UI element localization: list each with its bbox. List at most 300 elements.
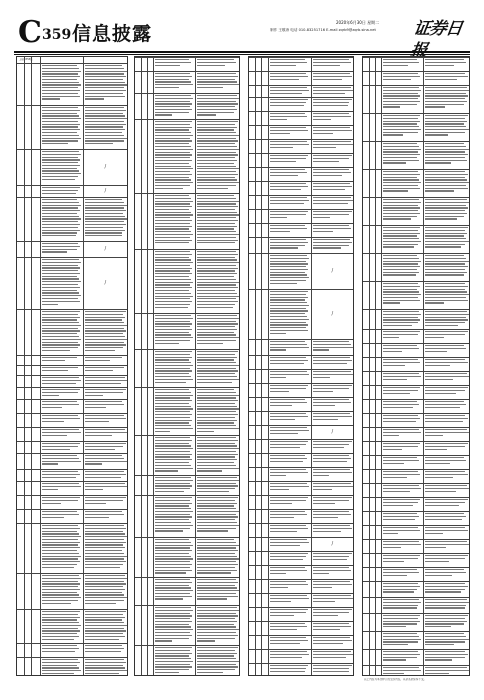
table-cell (313, 357, 354, 368)
table-cell (383, 471, 422, 482)
table-cell (383, 373, 422, 384)
table-cell (155, 195, 194, 248)
table-row (17, 453, 127, 454)
table-cell (383, 227, 422, 252)
row-index-mark: · (136, 58, 137, 61)
table-row (249, 355, 353, 356)
row-index-mark: · (364, 666, 365, 669)
row-index-mark: · (364, 344, 365, 347)
row-index-mark: · (136, 476, 137, 479)
row-index-mark: · (250, 524, 251, 527)
table-row (249, 579, 353, 580)
table-row (249, 453, 353, 454)
table-row (363, 469, 469, 470)
table-row (249, 181, 353, 182)
table-cell (155, 539, 194, 576)
table-cell (425, 541, 470, 552)
row-index-mark: · (18, 366, 19, 369)
row-index-mark: · (136, 606, 137, 609)
table-cell (383, 199, 422, 224)
row-index-mark: · (136, 496, 137, 499)
table-cell (383, 599, 422, 612)
table-cell (42, 471, 82, 480)
table-row (135, 249, 239, 250)
row-index-mark: · (250, 468, 251, 471)
table-row (17, 355, 127, 356)
table-row (17, 399, 127, 400)
table-row (17, 609, 127, 610)
row-index-mark: · (364, 614, 365, 617)
table-row (135, 57, 239, 58)
table-cell (383, 651, 422, 664)
table-cell (313, 581, 354, 592)
table-cell (270, 525, 310, 536)
row-index-mark: · (18, 442, 19, 445)
table-cell: / (104, 188, 107, 194)
table-row (249, 509, 353, 510)
table-row (135, 313, 239, 314)
table-cell (85, 497, 128, 508)
table-cell (425, 171, 470, 196)
column-top-label: 上接D358版 (19, 58, 33, 61)
row-index-mark: · (364, 114, 365, 117)
table-cell (85, 645, 128, 656)
table-row (249, 425, 353, 426)
table-cell (85, 389, 128, 398)
table-cell (313, 483, 354, 494)
row-index-mark: · (364, 310, 365, 313)
table-row (135, 93, 239, 94)
table-cell (270, 469, 310, 480)
table-cell (313, 455, 354, 466)
row-index-mark: · (18, 64, 19, 67)
table-cell (42, 401, 82, 412)
table-row (17, 63, 127, 64)
table-row (363, 581, 469, 582)
row-index-mark: · (364, 254, 365, 257)
table-cell (270, 357, 310, 368)
table-cell (383, 541, 422, 552)
table-cell (85, 575, 128, 608)
footer-note: 以上内容为本次修订的全部内容，其余条款保持不变。 (364, 678, 427, 681)
table-cell (42, 389, 82, 398)
row-index-mark: · (364, 58, 365, 61)
table-row (363, 413, 469, 414)
table-row (17, 469, 127, 470)
table-cell (270, 651, 310, 662)
table-row (17, 509, 127, 510)
row-index-mark: · (364, 330, 365, 333)
table-cell (42, 525, 82, 572)
table-cell (85, 525, 128, 572)
table-cell (270, 197, 310, 208)
row-index-mark: · (364, 512, 365, 515)
table-row (17, 185, 127, 186)
table-cell (197, 73, 240, 92)
table-row (363, 649, 469, 650)
table-row (17, 413, 127, 414)
row-index-mark: · (250, 290, 251, 293)
table-cell (270, 127, 310, 138)
row-index-mark: · (18, 310, 19, 313)
table-cell (383, 415, 422, 426)
table-cell (270, 169, 310, 180)
table-row (363, 71, 469, 72)
table-cell (313, 99, 354, 110)
table-row (135, 387, 239, 388)
row-index-mark: · (250, 140, 251, 143)
table-cell (425, 331, 470, 342)
table-cell (425, 115, 470, 140)
row-index-mark: · (364, 582, 365, 585)
column-1 (16, 56, 128, 676)
row-index-mark: · (364, 484, 365, 487)
table-cell (313, 469, 354, 480)
row-index-mark: · (364, 386, 365, 389)
row-index-mark: · (250, 594, 251, 597)
table-cell (42, 511, 82, 522)
table-row (249, 481, 353, 482)
row-index-mark: · (250, 224, 251, 227)
table-cell (425, 583, 470, 596)
table-cell: / (104, 246, 107, 252)
table-cell: / (104, 164, 107, 170)
table-cell (383, 171, 422, 196)
table-cell (313, 665, 354, 676)
table-row (135, 435, 239, 436)
row-index-mark: · (364, 142, 365, 145)
table-row (249, 253, 353, 254)
table-row (249, 621, 353, 622)
row-index-mark: · (18, 482, 19, 485)
row-index-mark: · (250, 182, 251, 185)
table-cell (270, 511, 310, 522)
table-cell (197, 59, 240, 70)
table-row (249, 523, 353, 524)
table-cell (42, 443, 82, 452)
table-cell (425, 615, 470, 630)
row-index-mark: · (250, 126, 251, 129)
table-row (135, 495, 239, 496)
row-index-mark: · (18, 242, 19, 245)
row-index-mark: · (250, 398, 251, 401)
table-cell (155, 251, 194, 312)
table-cell (383, 143, 422, 168)
table-cell (270, 73, 310, 84)
row-index-mark: · (364, 198, 365, 201)
table-row (135, 119, 239, 120)
table-cell (197, 121, 240, 192)
row-index-mark: · (364, 226, 365, 229)
row-index-mark: · (18, 644, 19, 647)
table-row (249, 439, 353, 440)
table-cell (383, 569, 422, 580)
table-cell (425, 227, 470, 252)
table-cell (270, 211, 310, 222)
table-cell (85, 401, 128, 412)
row-index-mark: · (136, 194, 137, 197)
table-cell (85, 311, 128, 354)
table-row (363, 141, 469, 142)
table-row (363, 631, 469, 632)
row-index-mark: · (364, 470, 365, 473)
table-row (17, 441, 127, 442)
row-index-mark: · (18, 414, 19, 417)
table-row (363, 497, 469, 498)
table-row (249, 57, 353, 58)
table-cell (383, 527, 422, 538)
table-cell (85, 483, 128, 494)
table-cell (85, 429, 128, 440)
table-cell (270, 455, 310, 466)
table-cell (313, 183, 354, 194)
table-cell (383, 633, 422, 648)
row-index-mark: · (250, 112, 251, 115)
row-index-mark: · (250, 664, 251, 667)
table-cell (85, 377, 128, 386)
row-index-mark: · (364, 428, 365, 431)
table-row (135, 645, 239, 646)
table-cell (42, 357, 82, 364)
row-index-mark: · (364, 540, 365, 543)
row-index-mark: · (250, 496, 251, 499)
table-cell (85, 357, 128, 364)
table-cell (425, 199, 470, 224)
table-cell (42, 243, 82, 256)
table-cell (383, 73, 422, 84)
row-index-mark: · (136, 72, 137, 75)
table-cell (270, 183, 310, 194)
table-cell (313, 197, 354, 208)
row-index-mark: · (250, 154, 251, 157)
table-row (17, 241, 127, 242)
table-cell (313, 567, 354, 578)
table-row (135, 71, 239, 72)
table-cell (270, 113, 310, 124)
row-index-mark: · (250, 196, 251, 199)
row-index-mark: · (364, 282, 365, 285)
table-cell (155, 579, 194, 604)
table-cell (42, 455, 82, 468)
table-row (249, 167, 353, 168)
table-cell (313, 225, 354, 236)
table-row (363, 483, 469, 484)
table-cell (425, 443, 470, 454)
row-index-mark: · (18, 524, 19, 527)
row-index-mark: · (250, 454, 251, 457)
table-cell (197, 251, 240, 312)
table-cell (155, 477, 194, 494)
table-row (249, 663, 353, 664)
row-index-mark: · (250, 356, 251, 359)
table-row (363, 399, 469, 400)
table-cell (197, 315, 240, 348)
table-cell (85, 415, 128, 426)
table-cell (383, 255, 422, 280)
row-index-mark: · (18, 496, 19, 499)
table-cell (155, 647, 194, 676)
row-index-mark: · (250, 622, 251, 625)
table-cell (270, 225, 310, 236)
table-cell (270, 581, 310, 592)
row-index-mark: · (18, 574, 19, 577)
table-cell (270, 255, 310, 288)
row-index-mark: · (364, 568, 365, 571)
table-row (249, 383, 353, 384)
table-cell (42, 659, 82, 676)
row-index-mark: · (18, 658, 19, 661)
row-index-mark: · (250, 168, 251, 171)
table-row (363, 343, 469, 344)
table-row (363, 665, 469, 666)
table-cell (270, 665, 310, 676)
table-cell (425, 499, 470, 510)
table-row (17, 495, 127, 496)
table-cell (85, 443, 128, 452)
masthead (14, 16, 470, 50)
row-index-mark: · (250, 650, 251, 653)
table-cell (425, 633, 470, 648)
row-index-mark: · (364, 72, 365, 75)
table-cell (313, 595, 354, 606)
table-cell (313, 59, 354, 70)
header-rule-thick (14, 51, 470, 53)
table-row (363, 85, 469, 86)
masthead-logo: 证券日报 (412, 19, 463, 39)
table-row (363, 511, 469, 512)
table-row (363, 57, 469, 58)
table-cell (155, 315, 194, 348)
table-row (363, 329, 469, 330)
table-row (249, 97, 353, 98)
row-index-mark: · (18, 388, 19, 391)
column-4 (362, 56, 470, 676)
table-cell (313, 553, 354, 564)
table-cell (313, 371, 354, 382)
table-row (249, 635, 353, 636)
table-cell (270, 595, 310, 606)
row-index-mark: · (364, 632, 365, 635)
table-row (249, 111, 353, 112)
table-cell (155, 121, 194, 192)
table-row (363, 567, 469, 568)
table-cell (42, 199, 82, 240)
table-cell (425, 255, 470, 280)
table-row (363, 113, 469, 114)
table-cell (383, 331, 422, 342)
table-cell (313, 141, 354, 152)
table-cell (313, 651, 354, 662)
table-cell (313, 113, 354, 124)
table-cell (270, 497, 310, 508)
table-cell: / (331, 311, 334, 317)
table-row (17, 657, 127, 658)
table-cell (383, 387, 422, 398)
table-cell (197, 647, 240, 676)
table-row (363, 455, 469, 456)
table-row (249, 467, 353, 468)
row-index-mark: · (18, 610, 19, 613)
table-cell (313, 341, 354, 354)
table-cell (383, 615, 422, 630)
table-cell (313, 413, 354, 424)
row-index-mark: · (136, 436, 137, 439)
row-index-mark: · (18, 428, 19, 431)
table-cell (197, 389, 240, 434)
table-row (363, 253, 469, 254)
column-2 (134, 56, 240, 676)
table-cell (42, 151, 82, 184)
table-cell (155, 73, 194, 92)
table-cell (270, 385, 310, 396)
table-cell (313, 127, 354, 138)
table-cell (313, 497, 354, 508)
table-cell (383, 59, 422, 70)
table-cell (197, 437, 240, 474)
table-cell (85, 471, 128, 480)
table-cell (270, 399, 310, 410)
table-cell (42, 311, 82, 354)
table-cell (197, 579, 240, 604)
section-title: 信息披露 (72, 23, 153, 45)
table-row (135, 475, 239, 476)
table-cell (425, 527, 470, 538)
table-cell (383, 283, 422, 308)
table-row (363, 597, 469, 598)
row-index-mark: · (250, 86, 251, 89)
table-row (249, 607, 353, 608)
table-cell (270, 609, 310, 620)
row-index-mark: · (364, 554, 365, 557)
table-row (249, 289, 353, 290)
table-row (249, 125, 353, 126)
table-cell (383, 513, 422, 524)
row-index-mark: · (250, 608, 251, 611)
table-cell (270, 539, 310, 550)
table-row (363, 613, 469, 614)
table-cell (270, 99, 310, 110)
table-cell (313, 399, 354, 410)
table-cell: / (331, 541, 334, 547)
row-index-mark: · (250, 340, 251, 343)
table-row (17, 375, 127, 376)
table-cell (270, 141, 310, 152)
row-index-mark: · (136, 94, 137, 97)
table-cell (270, 553, 310, 564)
row-index-mark: · (250, 412, 251, 415)
table-row (249, 565, 353, 566)
table-cell (425, 485, 470, 496)
table-cell (383, 457, 422, 468)
table-cell (425, 283, 470, 308)
table-row (17, 573, 127, 574)
table-row (249, 195, 353, 196)
table-cell (85, 511, 128, 522)
table-cell (270, 341, 310, 354)
table-cell (270, 155, 310, 166)
row-index-mark: · (250, 580, 251, 583)
table-row (249, 593, 353, 594)
table-row (17, 257, 127, 258)
table-cell (383, 667, 422, 676)
table-cell (425, 359, 470, 370)
table-cell (383, 401, 422, 412)
table-cell (42, 429, 82, 440)
table-cell (85, 611, 128, 642)
table-row (249, 223, 353, 224)
row-index-mark: · (250, 538, 251, 541)
table-cell (425, 401, 470, 412)
